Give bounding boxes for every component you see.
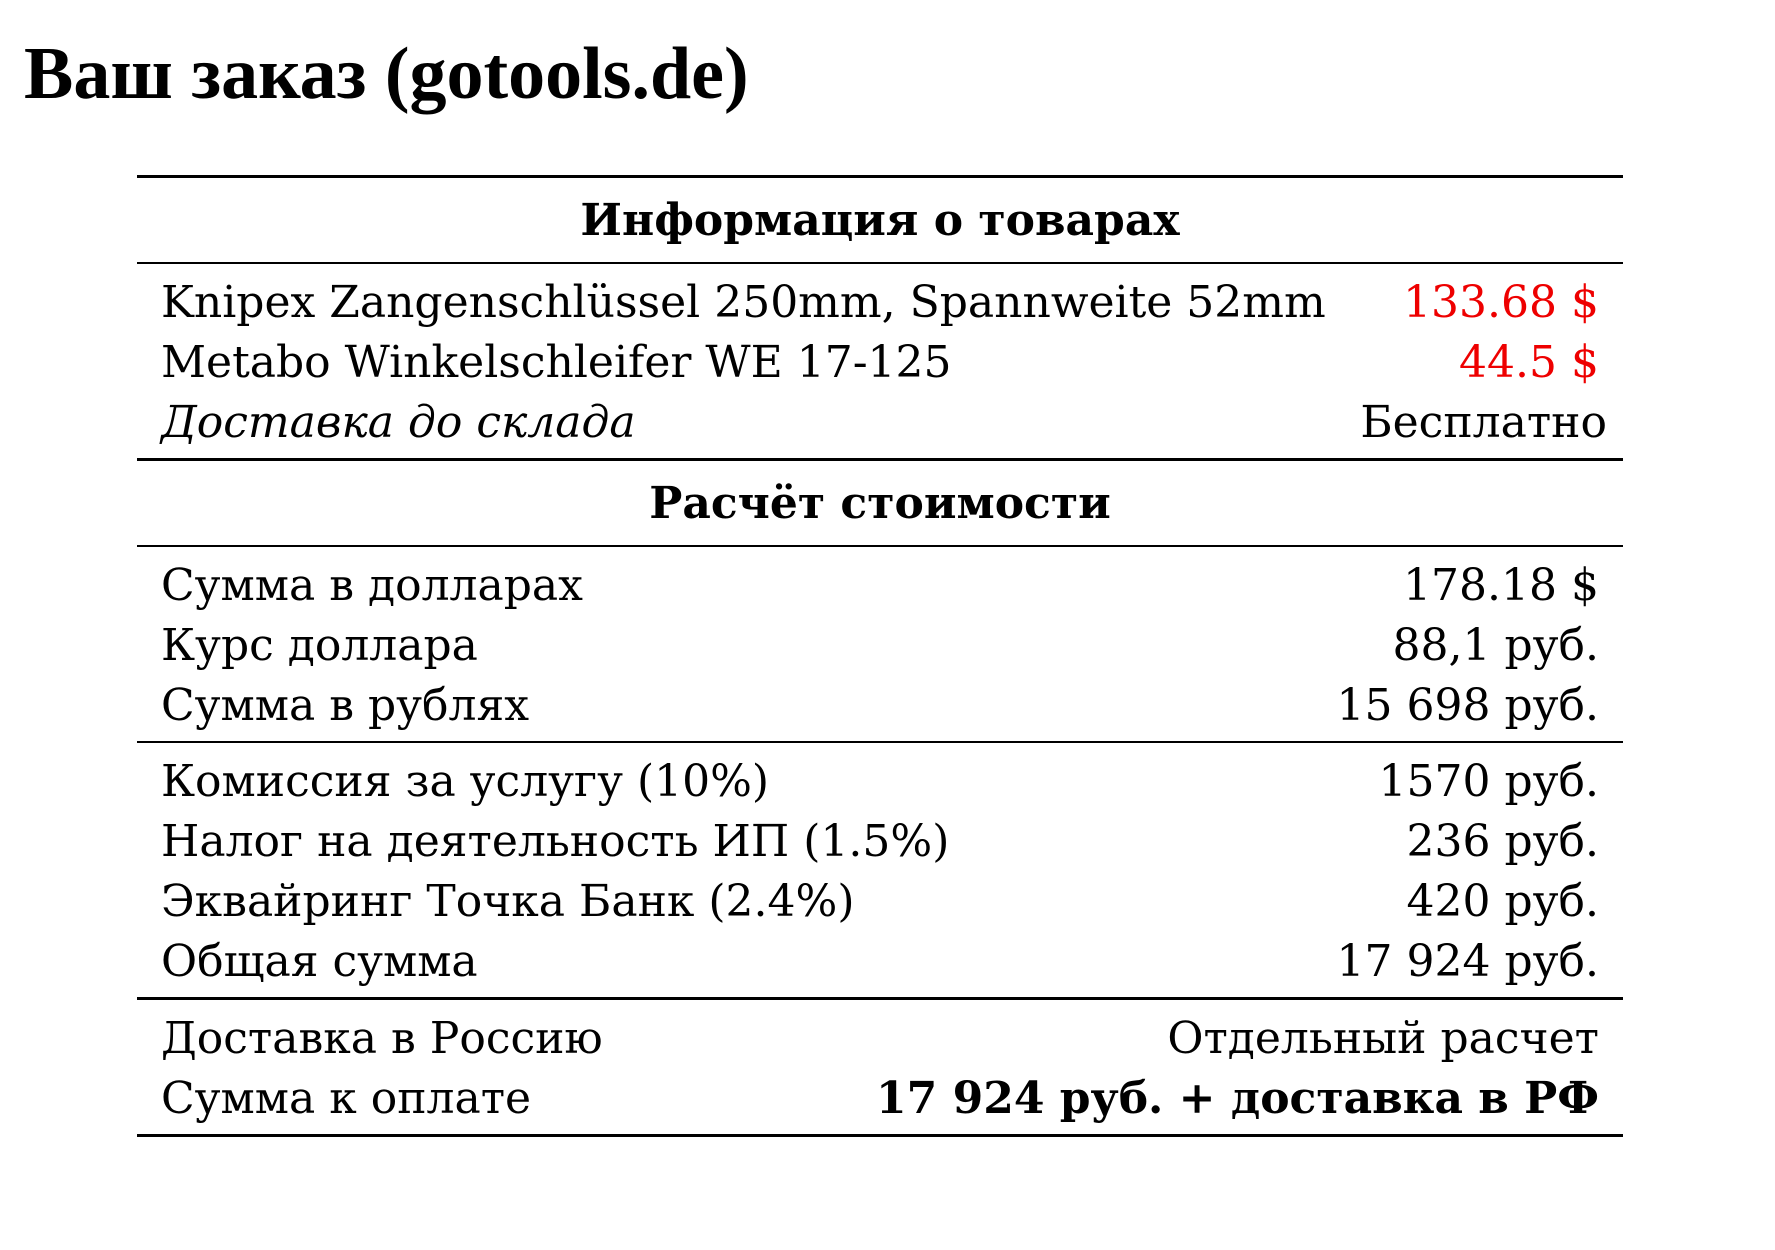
product-price: 133.68 $ [1403, 276, 1599, 328]
order-summary-table [137, 175, 1623, 1137]
product-row [137, 272, 1623, 332]
calc-block [137, 547, 1623, 741]
fee-row-total [137, 931, 1623, 991]
warehouse-delivery-label: Доставка до склада [161, 396, 636, 448]
product-name: Metabo Winkelschleifer WE 17-125 [161, 336, 952, 388]
calc-label: Сумма в рублях [161, 679, 530, 731]
calc-row-rub-sum [137, 675, 1623, 735]
fee-row-acquiring [137, 871, 1623, 931]
russia-delivery-value: Отдельный расчет [1167, 1012, 1599, 1064]
calc-row-usd-sum [137, 555, 1623, 615]
calc-value: 88,1 руб. [1392, 619, 1599, 671]
table-bottom-rule [137, 1134, 1623, 1137]
payable-value: 17 924 руб. + доставка в РФ [876, 1072, 1599, 1124]
warehouse-delivery-value: Бесплатно [1360, 396, 1607, 448]
final-row-russia-delivery [137, 1008, 1623, 1068]
fees-block [137, 743, 1623, 997]
fee-value: 1570 руб. [1378, 755, 1599, 807]
fee-value: 236 руб. [1406, 815, 1599, 867]
warehouse-delivery-row [137, 392, 1623, 452]
calc-label: Сумма в долларах [161, 559, 583, 611]
fee-value: 17 924 руб. [1336, 935, 1599, 987]
final-row-payable [137, 1068, 1623, 1128]
payable-label: Сумма к оплате [161, 1072, 532, 1124]
calc-row-exchange-rate [137, 615, 1623, 675]
page-title: Ваш заказ (gotools.de) [24, 33, 749, 115]
fee-label: Налог на деятельность ИП (1.5%) [161, 815, 950, 867]
fee-label: Комиссия за услугу (10%) [161, 755, 770, 807]
calc-value: 15 698 руб. [1336, 679, 1599, 731]
fee-row-tax [137, 811, 1623, 871]
product-price: 44.5 $ [1459, 336, 1599, 388]
fee-value: 420 руб. [1406, 875, 1599, 927]
fee-row-commission [137, 751, 1623, 811]
product-row [137, 332, 1623, 392]
products-block [137, 264, 1623, 458]
russia-delivery-label: Доставка в Россию [161, 1012, 603, 1064]
calc-value: 178.18 $ [1403, 559, 1599, 611]
fee-label: Эквайринг Точка Банк (2.4%) [161, 875, 855, 927]
final-block [137, 1000, 1623, 1134]
product-name: Knipex Zangenschlüssel 250mm, Spannweite 52mm [161, 276, 1326, 328]
calc-label: Курс доллара [161, 619, 478, 671]
products-section-header: Информация о товарах [580, 194, 1180, 246]
calc-section-header: Расчёт стоимости [649, 477, 1111, 529]
fee-label: Общая сумма [161, 935, 478, 987]
